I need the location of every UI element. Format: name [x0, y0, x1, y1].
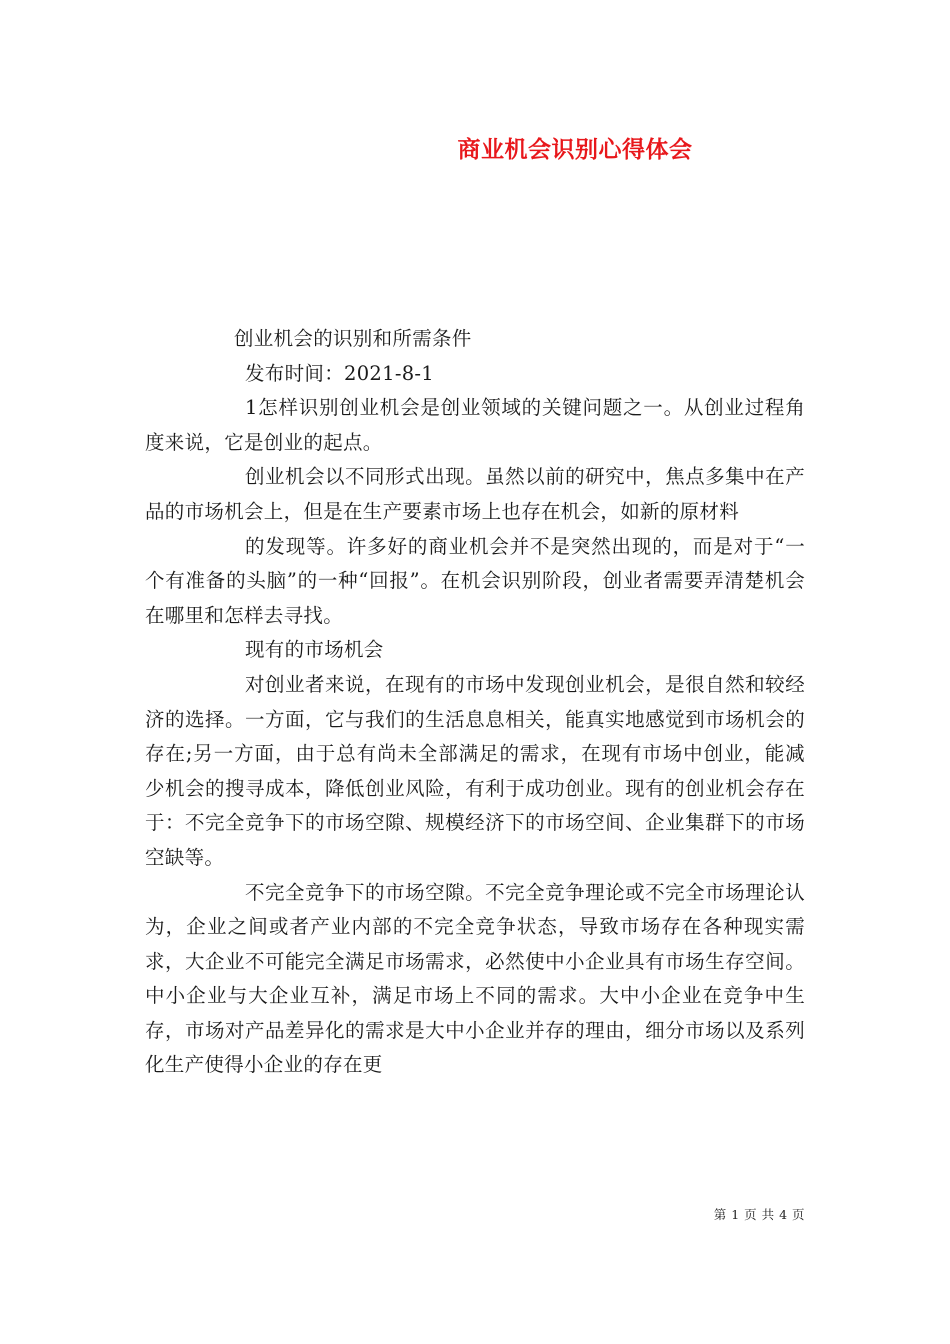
- publish-date: 发布时间：2021-8-1: [245, 361, 435, 385]
- paragraph: 不完全竞争下的市场空隙。不完全竞争理论或不完全市场理论认为，企业之间或者产业内部的不完全竞争状态，导致市场存在各种现实需求，大企业不可能完全满足市场需求，必然使中小企业具有市场生存空间。中小企业与大企业互补，满足市场上不同的需求。大中小企业在竞争中生存，市场对产品差异化的需求是大中小企业并存的理由，细分市场以及系列化生产使得小企业的存在更: [145, 880, 805, 1077]
- paragraph: 创业机会以不同形式出现。虽然以前的研究中，焦点多集中在产品的市场机会上，但是在生产要素市场上也存在机会，如新的原材料: [145, 465, 805, 523]
- section-subtitle: 创业机会的识别和所需条件: [234, 327, 472, 350]
- section-heading: 现有的市场机会: [245, 638, 384, 662]
- document-body: [145, 322, 805, 1083]
- document-title: 商业机会识别心得体会: [457, 137, 693, 163]
- page-number: 第 1 页 共 4 页: [713, 1207, 805, 1222]
- paragraph: 的发现等。许多好的商业机会并不是突然出现的，而是对于“一个有准备的头脑”的一种“回报”。在机会识别阶段，创业者需要弄清楚机会在哪里和怎样去寻找。: [145, 534, 805, 627]
- paragraph: 1怎样识别创业机会是创业领域的关键问题之一。从创业过程角度来说，它是创业的起点。: [145, 396, 805, 454]
- paragraph: 对创业者来说，在现有的市场中发现创业机会，是很自然和较经济的选择。一方面，它与我们的生活息息相关，能真实地感觉到市场机会的存在;另一方面，由于总有尚未全部满足的需求，在现有市场中创业，能减少机会的搜寻成本，降低创业风险，有利于成功创业。现有的创业机会存在于：不完全竞争下的市场空隙、规模经济下的市场空间、企业集群下的市场空缺等。: [145, 672, 805, 869]
